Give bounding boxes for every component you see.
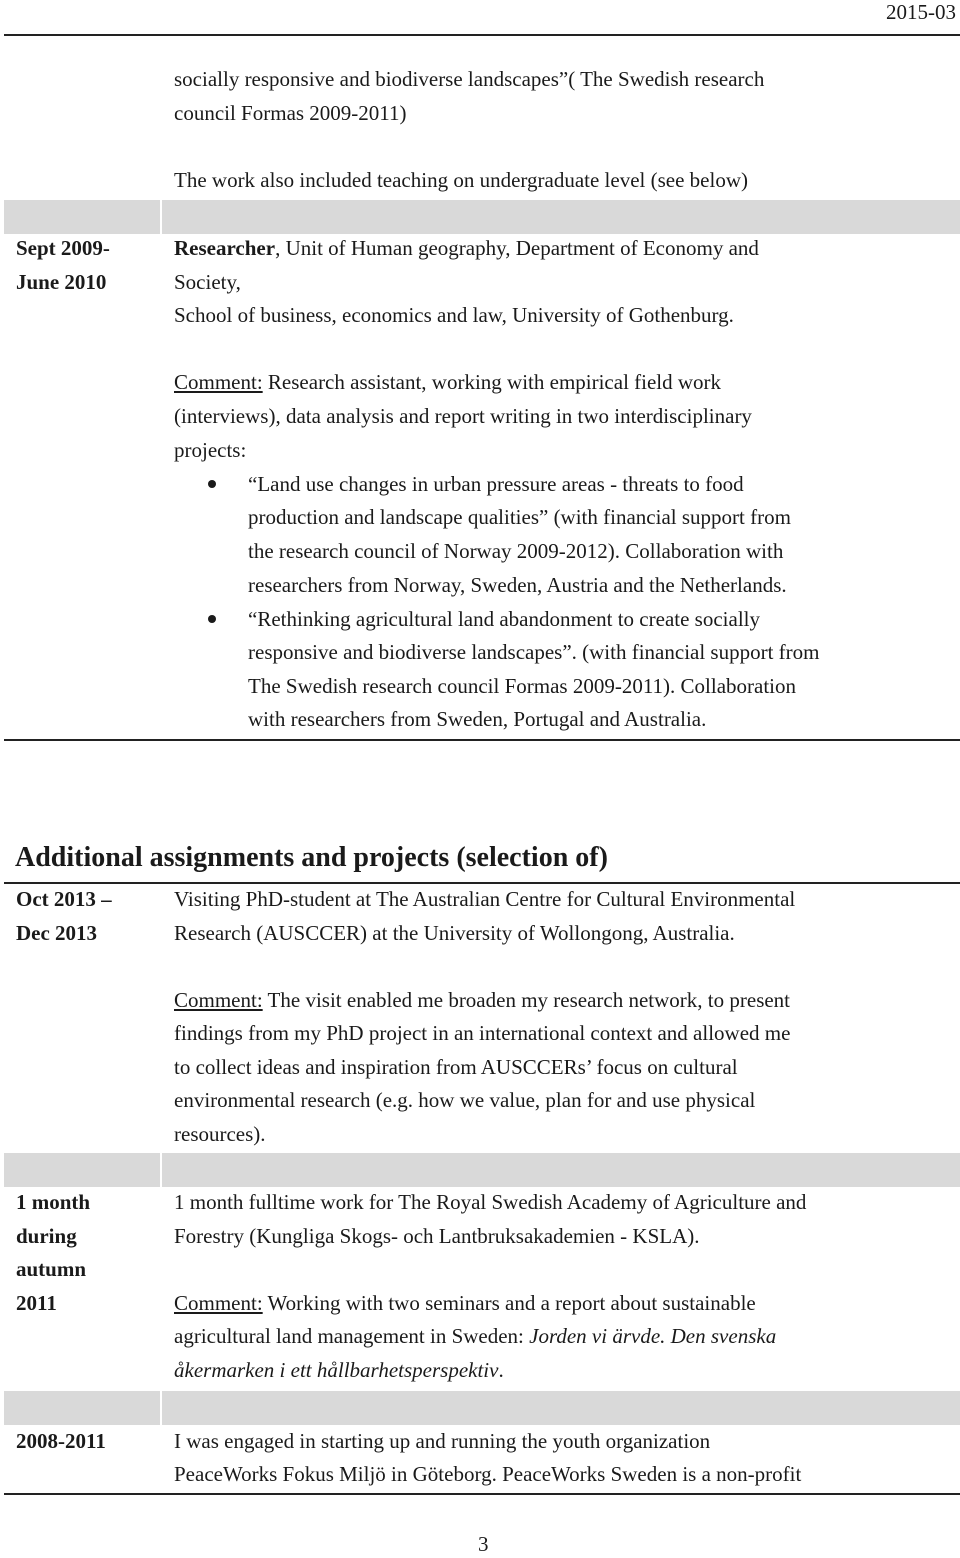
bottom-rule	[4, 1493, 960, 1495]
section-separator-band	[4, 1153, 960, 1187]
bullet-dot	[208, 615, 216, 623]
page-number: 3	[478, 1532, 489, 1556]
section-separator-band	[4, 200, 960, 234]
comment-line-3: projects:	[174, 438, 247, 462]
comment-line-2	[174, 1320, 776, 1354]
top-rule	[4, 34, 960, 36]
project-1-line-1: “Land use changes in urban pressure areas - threats to food	[248, 472, 744, 496]
comment-label: Comment:	[174, 1291, 263, 1315]
role-title: Researcher	[174, 236, 276, 260]
period-end: Dec 2013	[16, 921, 98, 945]
continuation-line-1: socially responsive and biodiverse landscapes”( The Swedish research	[174, 67, 765, 91]
visiting-line-1: Visiting PhD-student at The Australian Centre for Cultural Environmental	[174, 887, 796, 911]
period: 2008-2011	[16, 1429, 106, 1453]
project-1-line-4: researchers from Norway, Sweden, Austria and the Netherlands.	[248, 573, 787, 597]
project-1-line-2: production and landscape qualities” (with financial support from	[248, 505, 791, 529]
comment-text: agricultural land management in Sweden:	[174, 1324, 530, 1348]
section-end-rule	[4, 739, 960, 741]
report-title: Jorden vi ärvde. Den svenska	[529, 1324, 777, 1348]
period-line-4: 2011	[16, 1291, 57, 1315]
comment-line-1	[174, 1287, 756, 1321]
comment-text: Research assistant, working with empirical field work	[262, 370, 722, 394]
ksla-line-1: 1 month fulltime work for The Royal Swedish Academy of Agriculture and	[174, 1190, 807, 1214]
comment-line-5: resources).	[174, 1122, 266, 1146]
project-2-line-2: responsive and biodiverse landscapes”. (with financial support from	[248, 640, 820, 664]
project-2-line-4: with researchers from Sweden, Portugal and Australia.	[248, 707, 707, 731]
project-2-line-3: The Swedish research council Formas 2009-2011). Collaboration	[248, 674, 797, 698]
comment-text: .	[498, 1358, 504, 1382]
report-title: åkermarken i ett hållbarhetsperspektiv	[174, 1358, 499, 1382]
comment-line-1	[174, 366, 721, 400]
project-1-line-3: the research council of Norway 2009-2012). Collaboration with	[248, 539, 784, 563]
comment-text: The visit enabled me broaden my research network, to present	[262, 988, 791, 1012]
comment-label: Comment:	[174, 370, 263, 394]
period-end: June 2010	[16, 270, 107, 294]
comment-line-4: environmental research (e.g. how we value, plan for and use physical	[174, 1088, 756, 1112]
comment-label: Comment:	[174, 988, 263, 1012]
period-start: Sept 2009-	[16, 236, 110, 260]
bullet-dot	[208, 480, 216, 488]
ksla-line-2: Forestry (Kungliga Skogs- och Lantbruksakademien - KSLA).	[174, 1224, 700, 1248]
section-separator-band	[4, 1391, 960, 1425]
continuation-line-2: council Formas 2009-2011)	[174, 101, 407, 125]
peaceworks-line-2: PeaceWorks Fokus Miljö in Göteborg. PeaceWorks Sweden is a non-profit	[174, 1462, 802, 1486]
period-start: Oct 2013 –	[16, 887, 112, 911]
comment-line-3: to collect ideas and inspiration from AUSCCERs’ focus on cultural	[174, 1055, 738, 1079]
affiliation-line-2: Society,	[174, 270, 241, 294]
affiliation-line-3: School of business, economics and law, University of Gothenburg.	[174, 303, 734, 327]
comment-line-2: findings from my PhD project in an international context and allowed me	[174, 1021, 791, 1045]
period-line-2: during	[16, 1224, 77, 1248]
period-line-3: autumn	[16, 1257, 87, 1281]
section-heading: Additional assignments and projects (selection of)	[15, 842, 608, 873]
teaching-note: The work also included teaching on undergraduate level (see below)	[174, 168, 748, 192]
period-line-1: 1 month	[16, 1190, 91, 1214]
role-line	[174, 232, 759, 266]
comment-line-2: (interviews), data analysis and report writing in two interdisciplinary	[174, 404, 752, 428]
role-affiliation: , Unit of Human geography, Department of Economy and	[275, 236, 759, 260]
page-date: 2015-03	[886, 0, 956, 24]
comment-line-3	[174, 1354, 504, 1388]
peaceworks-line-1: I was engaged in starting up and running the youth organization	[174, 1429, 711, 1453]
comment-text: Working with two seminars and a report about sustainable	[262, 1291, 756, 1315]
visiting-line-2: Research (AUSCCER) at the University of Wollongong, Australia.	[174, 921, 735, 945]
project-2-line-1: “Rethinking agricultural land abandonment to create socially	[248, 607, 760, 631]
comment-line-1	[174, 984, 790, 1018]
